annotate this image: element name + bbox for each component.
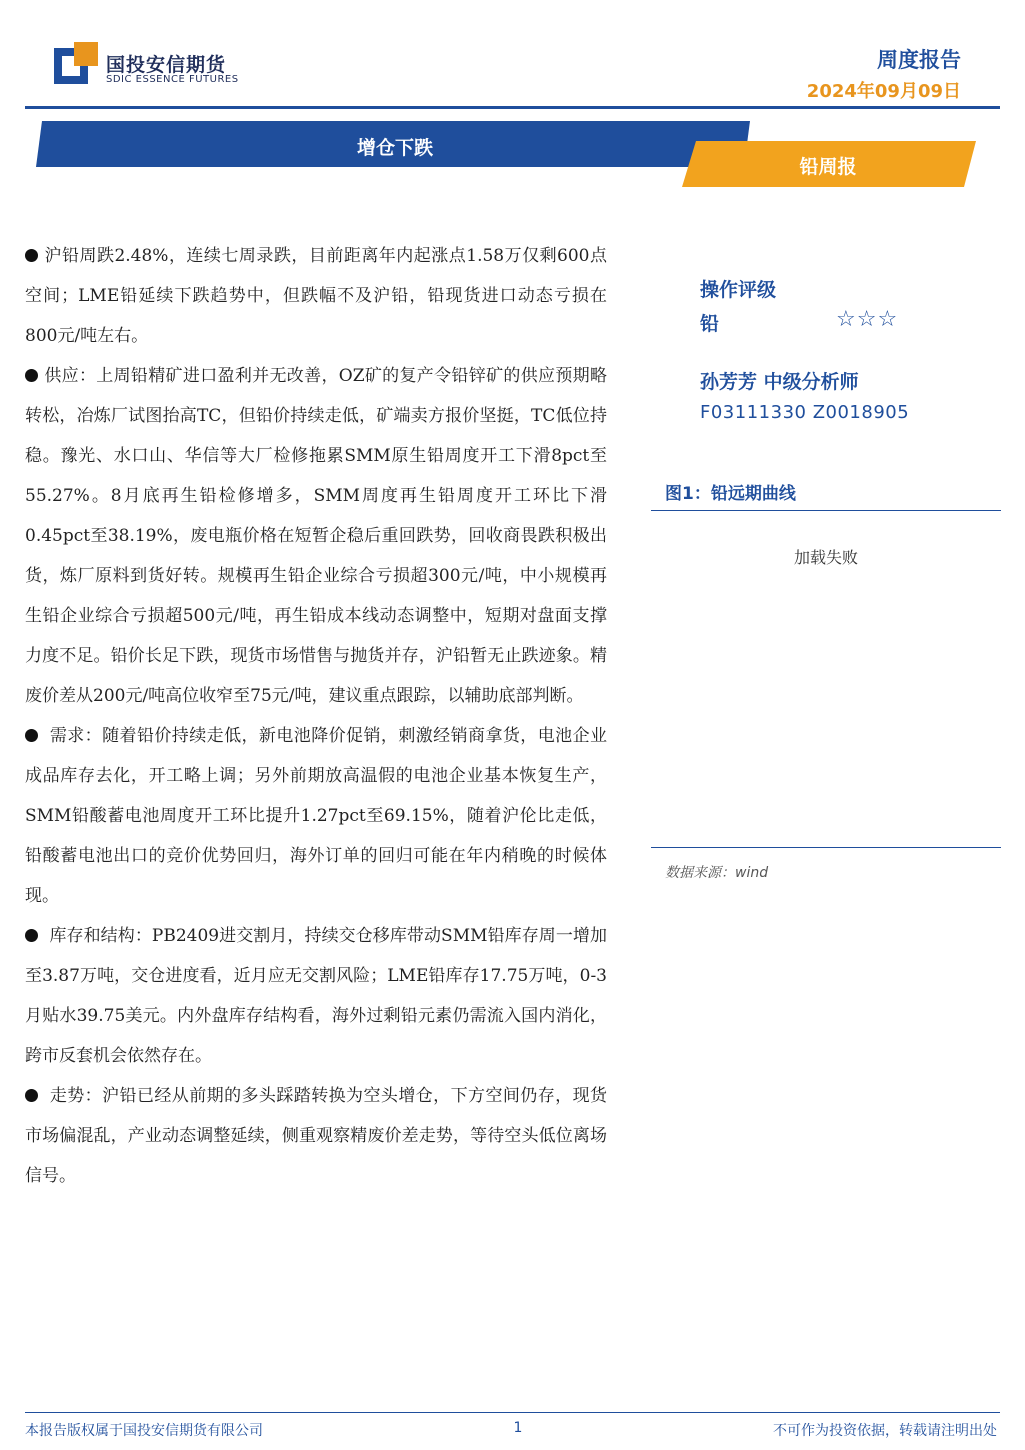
company-logo-icon bbox=[54, 42, 98, 84]
paragraph-demand bbox=[25, 716, 607, 916]
paragraph-text: 需求：随着铅价持续走低，新电池降价促销，刺激经销商拿货，电池企业成品库存去化，开工略上调；另外前期放高温假的电池企业基本恢复生产，SMM铅酸蓄电池周度开工环比提升1.27pct至69.15%，随着沪伦比走低，铅酸蓄电池出口的竞价优势回归，海外订单的回归可能在年内稍晚的时候体现。 bbox=[25, 726, 607, 906]
analyst-name: 孙芳芳 中级分析师 bbox=[700, 371, 859, 393]
paragraph-trend bbox=[25, 1076, 607, 1196]
paragraph-text: 走势：沪铅已经从前期的多头踩踏转换为空头增仓，下方空间仍存，现货市场偏混乱，产业动态调整延续，侧重观察精废价差走势，等待空头低位离场信号。 bbox=[25, 1086, 607, 1186]
data-source: 数据来源：wind bbox=[665, 865, 769, 881]
bullet-icon bbox=[25, 249, 38, 262]
report-name-text: 铅周报 bbox=[799, 156, 857, 178]
bullet-icon bbox=[25, 1089, 38, 1102]
page-number: 1 bbox=[513, 1420, 523, 1436]
paragraph-summary bbox=[25, 236, 607, 356]
bullet-icon bbox=[25, 729, 38, 742]
report-date: 2024年09月09日 bbox=[806, 81, 961, 102]
paragraph-text: 库存和结构：PB2409进交割月，持续交仓移库带动SMM铅库存周一增加至3.87万吨，交仓进度看，近月应无交割风险；LME铅库存17.75万吨，0-3月贴水39.75美元。内外盘库存结构看，海外过剩铅元素仍需流入国内消化，跨市反套机会依然存在。 bbox=[25, 926, 607, 1066]
report-body bbox=[25, 236, 607, 1196]
analyst-license: F03111330 Z0018905 bbox=[700, 402, 910, 423]
footer-disclaimer: 不可作为投资依据，转载请注明出处 bbox=[773, 1423, 997, 1439]
company-name-cn: 国投安信期货 bbox=[106, 54, 227, 76]
footer-copyright: 本报告版权属于国投安信期货有限公司 bbox=[25, 1423, 263, 1439]
bullet-icon bbox=[25, 929, 38, 942]
figure-divider-bottom bbox=[651, 847, 1001, 848]
figure-title: 图1：铅远期曲线 bbox=[665, 484, 796, 504]
rating-item-label: 铅 bbox=[700, 313, 720, 335]
paragraph-inventory bbox=[25, 916, 607, 1076]
paragraph-text: 供应：上周铅精矿进口盈利并无改善，OZ矿的复产令铅锌矿的供应预期略转松，冶炼厂试图抬高TC，但铅价持续走低，矿端卖方报价坚挺，TC低位持稳。豫光、水口山、华信等大厂检修拖累SMM原生铅周度开工下滑8pct至55.27%。8月底再生铅检修增多，SMM周度再生铅周度开工环比下滑0.45pct至38.19%，废电瓶价格在短暂企稳后重回跌势，回收商畏跌积极出货，炼厂原料到货好转。规模再生铅企业综合亏损超300元/吨，中小规模再生铅企业综合亏损超500元/吨，再生铅成本线动态调整中，短期对盘面支撑力度不足。铅价长足下跌，现货市场惜售与抛货并存，沪铅暂无止跌迹象。精废价差从200元/吨高位收窄至75元/吨，建议重点跟踪，以辅助底部判断。 bbox=[25, 366, 607, 706]
paragraph-supply bbox=[25, 356, 607, 716]
report-type: 周度报告 bbox=[877, 48, 961, 72]
rating-stars-icon: ☆☆☆ bbox=[836, 307, 899, 332]
company-name-en: SDIC ESSENCE FUTURES bbox=[106, 74, 239, 85]
paragraph-text: 沪铅周跌2.48%，连续七周录跌，目前距离年内起涨点1.58万仅剩600点空间；LME铅延续下跌趋势中，但跌幅不及沪铅，铅现货进口动态亏损在800元/吨左右。 bbox=[25, 246, 607, 346]
figure-image-placeholder: 加载失败 bbox=[793, 548, 858, 567]
headline-text: 增仓下跌 bbox=[356, 137, 433, 159]
figure-divider-top bbox=[651, 510, 1001, 511]
header-divider bbox=[25, 106, 1000, 109]
footer-divider bbox=[25, 1412, 1000, 1413]
rating-title: 操作评级 bbox=[700, 279, 777, 301]
bullet-icon bbox=[25, 369, 38, 382]
